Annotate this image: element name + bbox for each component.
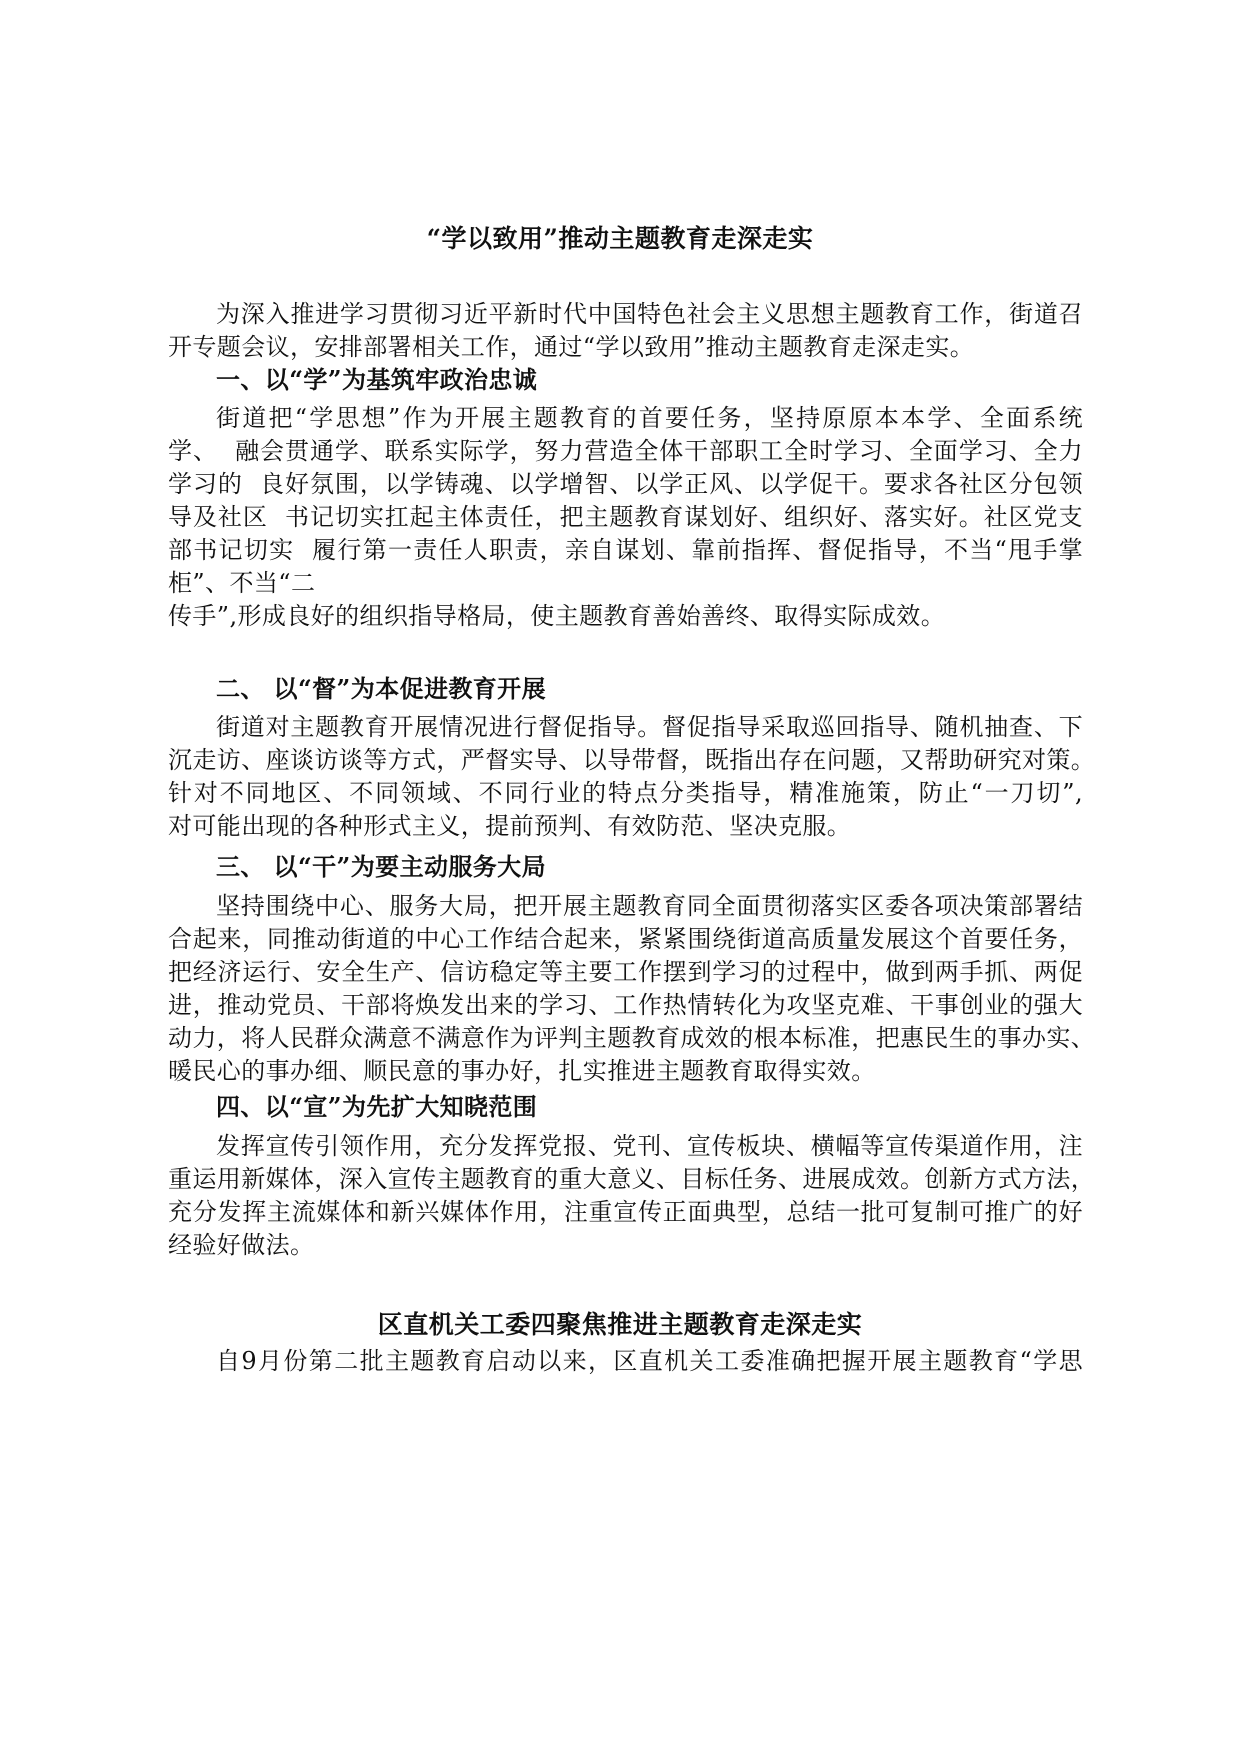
paragraph-line: 把经济运行、安全生产、信访稳定等主要工作摆到学习的过程中，做到两手抓、两促: [168, 958, 1083, 986]
paragraph-line: 为深入推进学习贯彻习近平新时代中国特色社会主义思想主题教育工作，街道召: [216, 300, 1083, 328]
section-heading: 二、 以“督”为本促进教育开展: [216, 674, 546, 703]
article1-title: “学以致用”推动主题教育走深走实: [426, 224, 814, 253]
paragraph-line: 柜”、不当“二: [168, 569, 316, 597]
paragraph-line: 进，推动党员、干部将焕发出来的学习、工作热情转化为攻坚克难、干事创业的强大: [168, 991, 1083, 1019]
paragraph-line: 学、 融会贯通学、联系实际学，努力营造全体干部职工全时学习、全面学习、全力: [168, 437, 1083, 465]
article2-body: [168, 1345, 1083, 1378]
paragraph-line: 对可能出现的各种形式主义，提前预判、有效防范、坚决克服。: [168, 812, 852, 840]
paragraph-line: 沉走访、座谈访谈等方式，严督实导、以导带督，既指出存在问题，又帮助研究对策。: [168, 746, 1096, 774]
paragraph-line: 学习的 良好氛围，以学铸魂、以学增智、以学正风、以学促干。要求各社区分包领: [168, 470, 1083, 498]
paragraph-line: 开专题会议，安排部署相关工作，通过“学以致用”推动主题教育走深走实。: [168, 333, 975, 361]
paragraph-line: 坚持围绕中心、服务大局，把开展主题教育同全面贯彻落实区委各项决策部署结: [216, 892, 1083, 920]
section-heading: 三、 以“干”为要主动服务大局: [216, 852, 546, 881]
section-body: [168, 890, 1096, 1088]
section-heading: 一、以“学”为基筑牢政治忠诚: [216, 365, 538, 394]
paragraph-line: 暖民心的事办细、顺民意的事办好，扎实推进主题教育取得实效。: [168, 1057, 876, 1085]
paragraph-line: 动力，将人民群众满意不满意作为评判主题教育成效的根本标准，把惠民生的事办实、: [168, 1024, 1096, 1052]
paragraph-line: 充分发挥主流媒体和新兴媒体作用，注重宣传正面典型，总结一批可复制可推广的好: [168, 1198, 1083, 1226]
section-body: [168, 711, 1096, 843]
paragraph-line: 街道把“学思想”作为开展主题教育的首要任务，坚持原原本本学、全面系统: [216, 404, 1083, 432]
paragraph-line: 自9月份第二批主题教育启动以来，区直机关工委准确把握开展主题教育“学思: [216, 1347, 1083, 1375]
paragraph-line: 合起来，同推动街道的中心工作结合起来，紧紧围绕街道高质量发展这个首要任务，: [168, 925, 1083, 953]
section-body: [168, 402, 1083, 633]
paragraph-line: 导及社区 书记切实扛起主体责任，把主题教育谋划好、组织好、落实好。社区党支: [168, 503, 1083, 531]
paragraph-line: 发挥宣传引领作用，充分发挥党报、党刊、宣传板块、横幅等宣传渠道作用，注: [216, 1132, 1083, 1160]
paragraph-line: 针对不同地区、不同领域、不同行业的特点分类指导，精准施策，防止“一刀切”,: [168, 779, 1083, 807]
article2-title: 区直机关工委四聚焦推进主题教育走深走实: [377, 1310, 863, 1339]
paragraph-line: 重运用新媒体，深入宣传主题教育的重大意义、目标任务、进展成效。创新方式方法，: [168, 1165, 1096, 1193]
section-body: [168, 1130, 1096, 1262]
section-heading: 四、以“宣”为先扩大知晓范围: [216, 1092, 538, 1121]
paragraph-line: 部书记切实 履行第一责任人职责，亲自谋划、靠前指挥、督促指导，不当“甩手掌: [168, 536, 1083, 564]
paragraph-line: 传手”,形成良好的组织指导格局，使主题教育善始善终、取得实际成效。: [168, 602, 946, 630]
paragraph-line: 经验好做法。: [168, 1231, 315, 1259]
article1-intro: [168, 298, 1083, 364]
paragraph-line: 街道对主题教育开展情况进行督促指导。督促指导采取巡回指导、随机抽查、下: [216, 713, 1083, 741]
